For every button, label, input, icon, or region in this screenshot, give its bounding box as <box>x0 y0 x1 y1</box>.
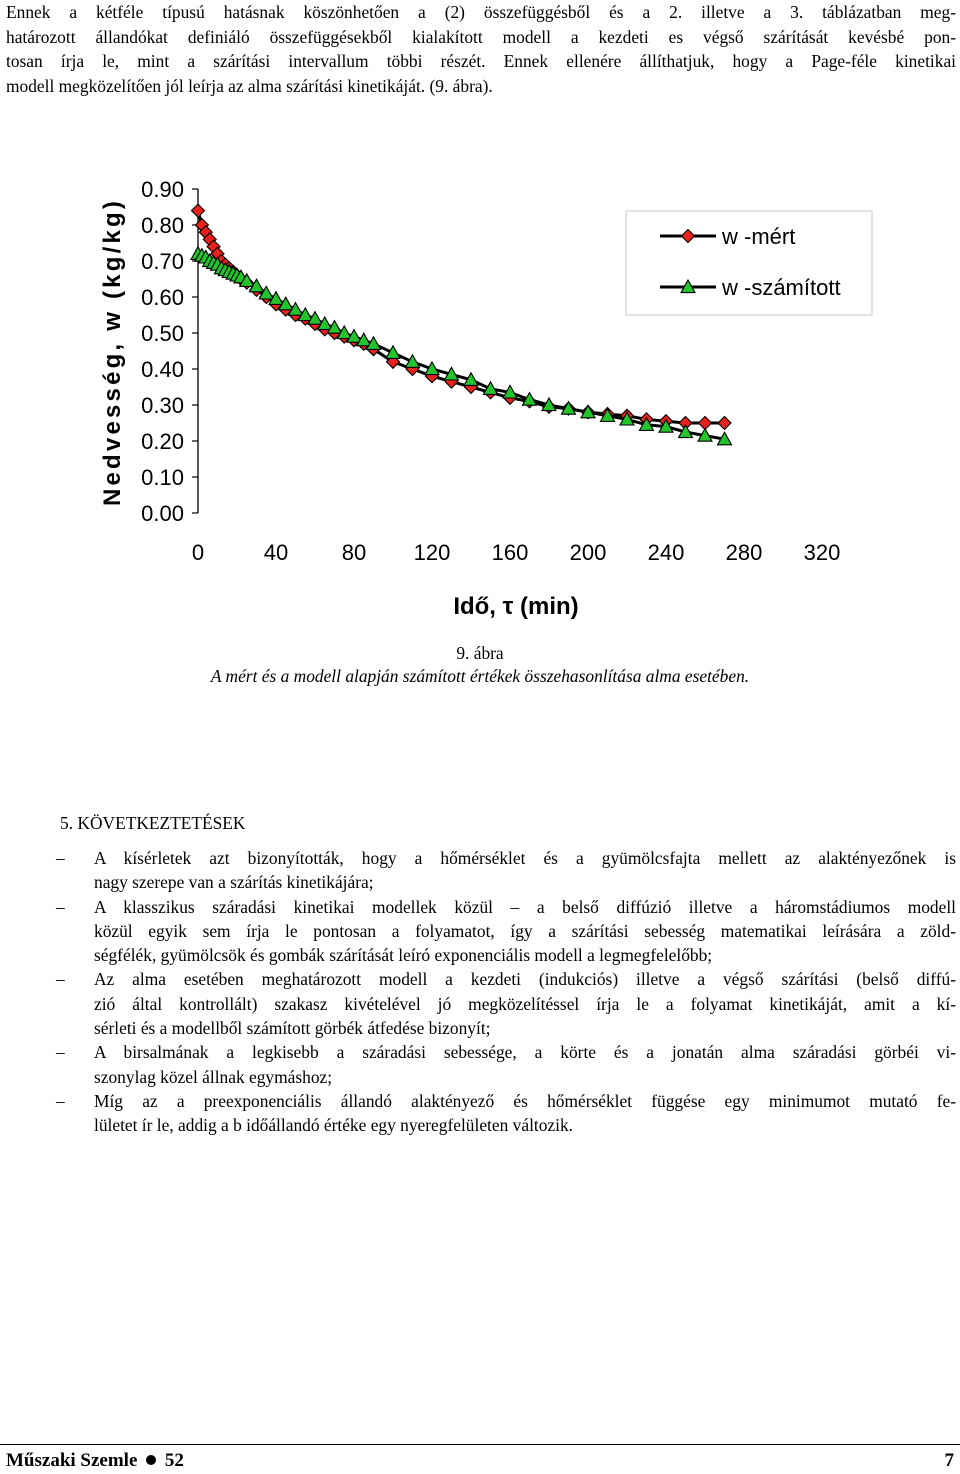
list-line: zió által kontrollált) szakasz kivételével jó megközelítéssel írja le a folyamat kinetikáját, amit a kí- <box>94 993 956 1014</box>
list-line: szonylag közel állnak egymáshoz; <box>94 1066 333 1087</box>
y-tick-label: 0.80 <box>141 213 184 238</box>
x-tick-label: 320 <box>803 540 841 565</box>
journal-issue: 52 <box>164 1450 184 1471</box>
list-dash: – <box>56 969 65 990</box>
x-tick-label: 160 <box>491 540 529 565</box>
x-tick-label: 0 <box>191 540 205 565</box>
list-line: A kísérletek azt bizonyították, hogy a hőmérséklet és a gyümölcsfajta mellett az alaktényezőnek is <box>94 848 956 868</box>
list-dash: – <box>56 1090 65 1111</box>
list-line: közül egyik sem írja le pontosan a folyamatot, így a szárítási sebesség matematikai leírására a zöld- <box>94 920 956 941</box>
y-axis <box>141 177 198 526</box>
legend-label: w -mért <box>722 224 796 249</box>
list-item <box>56 1040 956 1089</box>
x-tick-label: 120 <box>413 540 451 565</box>
y-tick-label: 0.00 <box>141 501 184 526</box>
list-line: lületet ír le, addig a b időállandó értéke egy nyeregfelületen változik. <box>94 1115 574 1136</box>
y-tick-label: 0.30 <box>141 393 184 418</box>
y-tick-label: 0.20 <box>141 429 184 454</box>
x-tick-label: 200 <box>569 540 607 565</box>
x-axis-label: Idő, τ (min) <box>453 593 579 620</box>
list-line: Az alma esetében meghatározott modell a kezdeti (indukciós) illetve a végső szárítási (belső diffú- <box>94 969 956 990</box>
y-tick-label: 0.90 <box>141 177 184 202</box>
list-line: A klasszikus száradási kinetikai modellek közül – a belső diffúzió illetve a háromstádiumos modell <box>94 896 956 917</box>
list-line: Míg az a preexponenciális állandó alaktényező és hőmérséklet függése egy minimumot mutató fe- <box>94 1090 956 1111</box>
list-dash: – <box>56 1042 65 1063</box>
list-dash: – <box>56 896 65 917</box>
intro-line: Ennek a kétféle típusú hatásnak köszönhetően a (2) összefüggésből és a 2. illetve a 3. táblázatban meg- <box>6 2 956 22</box>
figure-number: 9. ábra <box>456 643 504 663</box>
list-item <box>56 846 956 895</box>
y-tick-label: 0.50 <box>141 321 184 346</box>
x-axis <box>192 540 840 565</box>
y-tick-label: 0.70 <box>141 249 184 274</box>
x-tick-label: 240 <box>647 540 685 565</box>
list-line: A birsalmának a legkisebb a száradási sebessége, a körte és a jonatán alma száradási görbéi vi- <box>94 1042 956 1063</box>
list-item <box>56 895 956 968</box>
x-tick-label: 280 <box>725 540 763 565</box>
page-number: 7 <box>944 1450 954 1471</box>
list-dash: – <box>56 848 65 868</box>
y-axis-label: Nedvesség, w (kg/kg) <box>99 197 126 507</box>
intro-line: modell megközelítően jól leírja az alma szárítási kinetikáját. (9. ábra). <box>6 75 493 96</box>
bullet-icon <box>146 1455 156 1465</box>
data-point-diamond <box>718 417 731 430</box>
intro-line: határozott állandókat definiáló összefüggésekből kialakított modell a kezdeti es végső szárítását kevésbé pon- <box>6 26 956 47</box>
section-title: 5. KÖVETKEZTETÉSEK <box>60 813 246 833</box>
conclusions-list <box>56 846 956 1138</box>
data-point-diamond <box>192 204 205 217</box>
list-line: sérleti és a modellből számított görbék átfedése bizonyít; <box>94 1018 491 1039</box>
footer-rule <box>0 1444 960 1445</box>
drying-curve-chart <box>0 0 960 640</box>
journal-name: Műszaki Szemle <box>6 1450 138 1471</box>
y-tick-label: 0.10 <box>141 465 184 490</box>
list-item <box>56 967 956 1040</box>
list-item <box>56 1089 956 1138</box>
list-line: nagy szerepe van a szárítás kinetikájára; <box>94 872 374 893</box>
y-tick-label: 0.40 <box>141 357 184 382</box>
y-tick-label: 0.60 <box>141 285 184 310</box>
footer-journal <box>6 1450 184 1472</box>
x-tick-label: 40 <box>263 540 289 565</box>
legend-label: w -számított <box>722 275 841 300</box>
intro-line: tosan írja le, mint a szárítási intervallum többi részét. Ennek ellenére állíthatjuk, hogy a Page-féle kinetikai <box>6 51 956 71</box>
list-line: ségfélék, gyümölcsök és gombák szárítását leíró exponenciális modell a legmegfelelőbb; <box>94 945 713 966</box>
chart-legend <box>626 211 872 315</box>
x-tick-label: 80 <box>341 540 367 565</box>
figure-caption: A mért és a modell alapján számított értékek összehasonlítása alma esetében. <box>210 666 750 686</box>
